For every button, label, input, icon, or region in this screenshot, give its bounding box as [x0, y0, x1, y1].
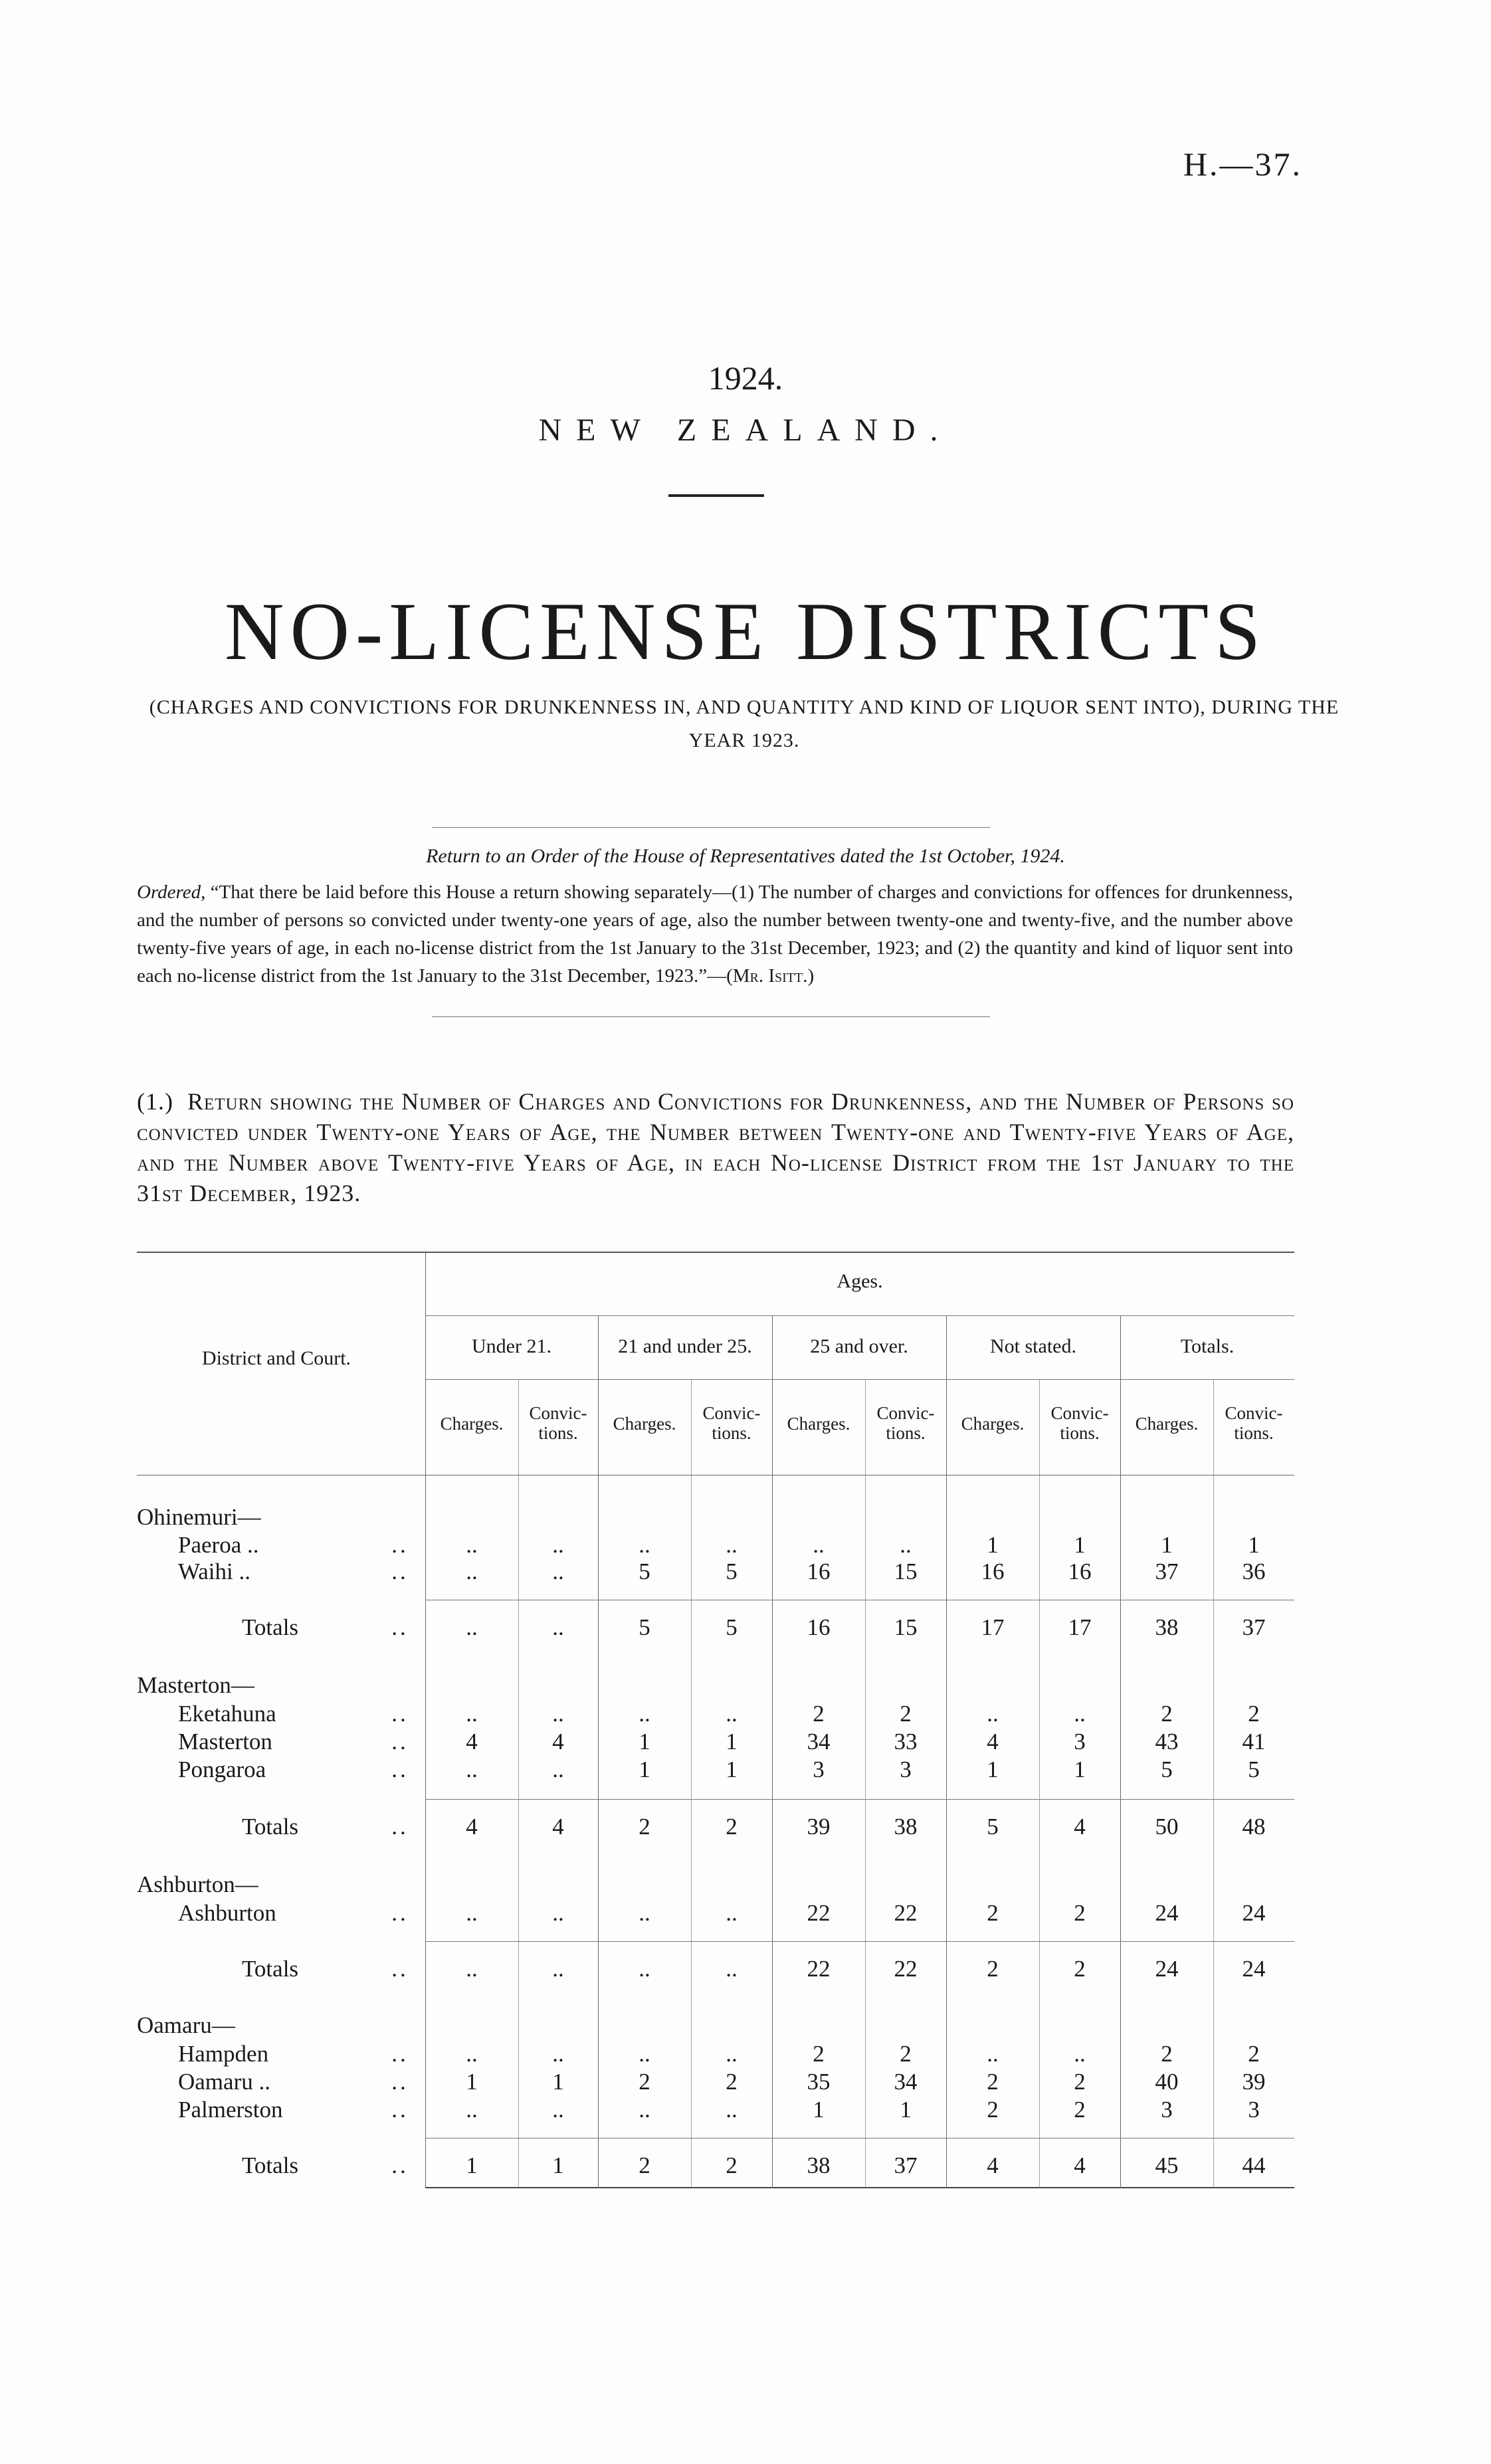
court-row — [0, 2069, 1491, 2095]
page-title: NO-LICENSE DISTRICTS — [224, 586, 1267, 677]
table-cell: 1 — [1074, 1756, 1086, 1782]
ordered-paragraph — [137, 878, 1293, 990]
table-cell: 1 — [987, 1756, 999, 1782]
table-cell: 1 — [466, 2069, 478, 2095]
table-cell: 2 — [813, 2041, 825, 2067]
table-cell: .. — [639, 2041, 650, 2067]
table-cell: .. — [552, 1900, 564, 1926]
return-line: Return to an Order of the House of Representatives dated the 1st October, 1924. — [426, 845, 1065, 867]
totals-label: Totals — [242, 1814, 299, 1840]
table-cell: 15 — [894, 1559, 918, 1584]
court-name: Masterton — [178, 1729, 272, 1754]
leader-dots: .. — [391, 1956, 409, 1982]
court-name: Waihi .. — [178, 1559, 250, 1584]
court-name: Oamaru .. — [178, 2069, 270, 2095]
court-name: Paeroa .. — [178, 1532, 259, 1558]
court-name: Eketahuna — [178, 1701, 276, 1727]
table-cell: 2 — [639, 2152, 650, 2178]
table-cell: 5 — [987, 1814, 999, 1840]
group-header: 25 and over. — [810, 1335, 908, 1357]
table-cell: 2 — [1161, 2041, 1173, 2067]
leader-dots: .. — [391, 1729, 409, 1754]
totals-row — [0, 1956, 1491, 1982]
totals-row — [0, 1614, 1491, 1641]
group-header: Not stated. — [990, 1335, 1076, 1357]
court-row — [0, 1729, 1491, 1755]
table-cell: 22 — [894, 1956, 918, 1982]
table-cell: .. — [900, 1532, 912, 1558]
table-cell: .. — [466, 1701, 478, 1727]
charges-subheader: Charges. — [1135, 1414, 1199, 1434]
totals-label: Totals — [242, 2152, 299, 2178]
group-header: Under 21. — [472, 1335, 551, 1357]
charges-subheader: Charges. — [440, 1414, 504, 1434]
table-cell: .. — [466, 1614, 478, 1640]
table-cell: .. — [552, 1701, 564, 1727]
table-cell: 2 — [726, 2069, 738, 2095]
table-cell: .. — [726, 1532, 738, 1558]
table-cell: .. — [466, 1756, 478, 1782]
table-top-rule — [137, 1252, 1294, 1253]
convictions-subheader — [865, 1403, 946, 1443]
totals-label: Totals — [242, 1614, 299, 1640]
table-cell: 39 — [807, 1814, 831, 1840]
table-cell: 45 — [1155, 2152, 1179, 2178]
court-name: Palmerston — [178, 2097, 283, 2123]
convictions-subheader-line2: tions. — [1060, 1423, 1100, 1443]
table-cell: .. — [639, 2097, 650, 2123]
table-cell: 1 — [1074, 1532, 1086, 1558]
table-cell: .. — [639, 1532, 650, 1558]
table-cell: .. — [552, 1532, 564, 1558]
table-cell: 4 — [1074, 1814, 1086, 1840]
table-cell: .. — [466, 1900, 478, 1926]
table-cell: 2 — [900, 2041, 912, 2067]
table-cell: 4 — [552, 1729, 564, 1754]
table-cell: .. — [552, 1756, 564, 1782]
divider-top — [432, 827, 990, 828]
table-cell: 37 — [1155, 1559, 1179, 1584]
table-cell: 3 — [1248, 2097, 1260, 2123]
leader-dots: .. — [391, 1532, 409, 1558]
convictions-subheader-line1: Convic- — [1050, 1403, 1109, 1423]
table-cell: .. — [552, 1559, 564, 1584]
table-cell: 38 — [1155, 1614, 1179, 1640]
court-row — [0, 2097, 1491, 2123]
convictions-subheader-line2: tions. — [538, 1423, 578, 1443]
stub-header: District and Court. — [201, 1347, 351, 1369]
table-cell: .. — [726, 1701, 738, 1727]
table-cell: 3 — [900, 1756, 912, 1782]
court-row — [0, 1900, 1491, 1927]
table-cell: 1 — [813, 2097, 825, 2123]
table-cell: 1 — [1161, 1532, 1173, 1558]
table-cell: .. — [552, 2041, 564, 2067]
leader-dots: .. — [391, 2041, 409, 2067]
table-cell: 24 — [1155, 1900, 1179, 1926]
table-cell: 34 — [894, 2069, 918, 2095]
table-cell: 5 — [1248, 1756, 1260, 1782]
convictions-subheader-line2: tions. — [886, 1423, 926, 1443]
table-cell: 35 — [807, 2069, 831, 2095]
charges-subheader: Charges. — [961, 1414, 1025, 1434]
table-cell: 17 — [1068, 1614, 1092, 1640]
country-heading: NEW ZEALAND. — [538, 413, 953, 448]
table-cell: 5 — [726, 1559, 738, 1584]
totals-rule — [425, 1799, 1294, 1800]
group-header: Totals. — [1180, 1335, 1235, 1357]
table-cell: 37 — [1242, 1614, 1266, 1640]
table-cell: .. — [552, 2097, 564, 2123]
table-cell: .. — [1074, 2041, 1086, 2067]
table-cell: 16 — [807, 1559, 831, 1584]
convictions-subheader-line2: tions. — [1234, 1423, 1274, 1443]
table-cell: .. — [639, 1956, 650, 1982]
table-cell: .. — [639, 1900, 650, 1926]
table-cell: 2 — [1074, 2069, 1086, 2095]
table-cell: 48 — [1242, 1814, 1266, 1840]
table-bottom-rule — [425, 2187, 1294, 2188]
table-cell: 2 — [726, 1814, 738, 1840]
table-cell: .. — [466, 2097, 478, 2123]
totals-rule — [425, 1941, 1294, 1942]
table-cell: 2 — [987, 1956, 999, 1982]
table-cell: 17 — [981, 1614, 1005, 1640]
table-cell: 1 — [639, 1756, 650, 1782]
totals-row — [0, 2152, 1491, 2179]
table-cell: 38 — [894, 1814, 918, 1840]
table-cell: 5 — [726, 1614, 738, 1640]
table-cell: .. — [552, 1614, 564, 1640]
court-row — [0, 1701, 1491, 1727]
table-cell: 22 — [807, 1900, 831, 1926]
table-cell: 1 — [552, 2069, 564, 2095]
convictions-subheader-line1: Convic- — [529, 1403, 587, 1423]
court-row — [0, 1532, 1491, 1559]
convictions-subheader — [518, 1403, 598, 1443]
table-cell: 1 — [639, 1729, 650, 1754]
table-cell: 2 — [1074, 2097, 1086, 2123]
table-cell: 5 — [1161, 1756, 1173, 1782]
charges-subheader: Charges. — [613, 1414, 676, 1434]
convictions-subheader-line1: Convic- — [876, 1403, 935, 1423]
table-cell: 2 — [987, 2097, 999, 2123]
leader-dots: .. — [391, 1701, 409, 1727]
totals-label: Totals — [242, 1956, 299, 1982]
table-cell: 4 — [987, 2152, 999, 2178]
table-cell: .. — [987, 2041, 999, 2067]
convictions-subheader-line1: Convic- — [702, 1403, 761, 1423]
table-cell: 1 — [900, 2097, 912, 2123]
table-cell: 3 — [1074, 1729, 1086, 1754]
totals-row — [0, 1814, 1491, 1840]
table-cell: 1 — [1248, 1532, 1260, 1558]
table-cell: 2 — [813, 1701, 825, 1727]
convictions-subheader-line2: tions. — [712, 1423, 751, 1443]
table-cell: .. — [726, 1900, 738, 1926]
table-cell: 1 — [726, 1756, 738, 1782]
table-cell: 15 — [894, 1614, 918, 1640]
ordered-text: “That there be laid before this House a return showing separately—(1) The number of charges and convictions for offences for drunkenness, and the number of persons so convicted under twenty-one years of age, also the number between twenty-one and twenty-five, and the number above twenty-five years of age, in each no-license district from the 1st January to the 31st December, 1923; and (2) the quantity and kind of liquor sent into each no-license district from the 1st January to the 31st December, 1923.”—( — [137, 882, 1293, 987]
district-row — [0, 1672, 1491, 1699]
table-cell: .. — [639, 1701, 650, 1727]
court-name: Hampden — [178, 2041, 269, 2067]
table-cell: 44 — [1242, 2152, 1266, 2178]
table-cell: 1 — [987, 1532, 999, 1558]
section-heading-text: Return showing the Number of Charges and Convictions for Drunkenness, and the Number of Persons so convicted under Twenty-one Years of Age, the Number between Twenty-one and Twenty-five Years of Age, and the Number above Twenty-five Years of Age, in each No-license District from the 1st January to the 31st December, 1923. — [137, 1088, 1294, 1206]
table-cell: 5 — [639, 1614, 650, 1640]
table-cell: 37 — [894, 2152, 918, 2178]
page-reference: H.—37. — [1183, 145, 1302, 183]
convictions-subheader — [691, 1403, 772, 1443]
table-cell: .. — [813, 1532, 825, 1558]
table-cell: 4 — [552, 1814, 564, 1840]
table-cell: 33 — [894, 1729, 918, 1754]
table-cell: 4 — [1074, 2152, 1086, 2178]
convictions-subheader-line1: Convic- — [1225, 1403, 1283, 1423]
leader-dots: .. — [391, 2152, 409, 2178]
table-cell: .. — [466, 1956, 478, 1982]
table-cell: 36 — [1242, 1559, 1266, 1584]
table-cell: .. — [726, 2097, 738, 2123]
table-cell: 41 — [1242, 1729, 1266, 1754]
table-cell: 22 — [894, 1900, 918, 1926]
table-cell: .. — [466, 1559, 478, 1584]
table-cell: 3 — [1161, 2097, 1173, 2123]
table-cell: 2 — [1074, 1900, 1086, 1926]
table-cell: 4 — [466, 1729, 478, 1754]
district-name: Ohinemuri— — [137, 1504, 261, 1530]
table-cell: 24 — [1242, 1900, 1266, 1926]
table-cell: 16 — [807, 1614, 831, 1640]
table-cell: .. — [466, 1532, 478, 1558]
charges-subheader: Charges. — [787, 1414, 850, 1434]
court-name: Ashburton — [178, 1900, 276, 1926]
court-row — [0, 2041, 1491, 2067]
leader-dots: .. — [391, 1756, 409, 1782]
table-cell: 2 — [987, 1900, 999, 1926]
ordered-close: ) — [807, 965, 815, 987]
table-cell: 24 — [1155, 1956, 1179, 1982]
table-cell: 1 — [726, 1729, 738, 1754]
page-subtitle: (CHARGES AND CONVICTIONS FOR DRUNKENNESS IN, AND QUANTITY AND KIND OF LIQUOR SENT INTO), DURING THE YEAR 1923. — [149, 696, 1340, 751]
leader-dots: .. — [391, 1559, 409, 1584]
table-cell: 4 — [987, 1729, 999, 1754]
district-row — [0, 1871, 1491, 1898]
table-cell: 39 — [1242, 2069, 1266, 2095]
table-cell: 2 — [639, 2069, 650, 2095]
table-cell: 3 — [813, 1756, 825, 1782]
table-cell: 4 — [466, 1814, 478, 1840]
divider-bottom — [432, 1016, 990, 1017]
table-cell: 22 — [807, 1956, 831, 1982]
table-cell: .. — [726, 2041, 738, 2067]
table-cell: .. — [1074, 1701, 1086, 1727]
table-cell: 2 — [1074, 1956, 1086, 1982]
table-cell: 1 — [552, 2152, 564, 2178]
district-name: Ashburton— — [137, 1871, 258, 1897]
document-year: 1924. — [708, 359, 783, 397]
group-header: 21 and under 25. — [618, 1335, 752, 1357]
table-cell: 2 — [900, 1701, 912, 1727]
table-cell: 38 — [807, 2152, 831, 2178]
district-name: Oamaru— — [137, 2012, 235, 2038]
leader-dots: .. — [391, 1614, 409, 1640]
table-cell: 24 — [1242, 1956, 1266, 1982]
convictions-subheader — [1039, 1403, 1120, 1443]
leader-dots: .. — [391, 2069, 409, 2095]
court-row — [0, 1559, 1491, 1585]
table-cell: 50 — [1155, 1814, 1179, 1840]
ordered-label: Ordered, — [137, 882, 206, 903]
table-cell: 2 — [987, 2069, 999, 2095]
table-cell: 2 — [726, 2152, 738, 2178]
table-cell: 2 — [639, 1814, 650, 1840]
ordered-mover: Mr. Isitt. — [732, 965, 808, 987]
section-heading — [137, 1086, 1294, 1208]
table-cell: 1 — [466, 2152, 478, 2178]
table-cell: 34 — [807, 1729, 831, 1754]
section-number: (1.) — [137, 1088, 173, 1115]
table-cell: 2 — [1248, 2041, 1260, 2067]
group-rule — [425, 1379, 1294, 1380]
leader-dots: .. — [391, 1900, 409, 1926]
table-cell: 16 — [981, 1559, 1005, 1584]
table-cell: 2 — [1161, 1701, 1173, 1727]
title-divider — [668, 494, 764, 497]
district-name: Masterton— — [137, 1672, 254, 1698]
table-cell: .. — [552, 1956, 564, 1982]
court-name: Pongaroa — [178, 1756, 266, 1782]
table-cell: 43 — [1155, 1729, 1179, 1754]
ages-header: Ages. — [837, 1270, 883, 1292]
district-row — [0, 1504, 1491, 1531]
leader-dots: .. — [391, 1814, 409, 1840]
leader-dots: .. — [391, 2097, 409, 2123]
convictions-subheader — [1213, 1403, 1294, 1443]
court-row — [0, 1756, 1491, 1783]
ages-rule — [425, 1315, 1294, 1316]
district-row — [0, 2012, 1491, 2039]
table-cell: .. — [726, 1956, 738, 1982]
table-cell: .. — [466, 2041, 478, 2067]
table-cell: .. — [987, 1701, 999, 1727]
table-cell: 2 — [1248, 1701, 1260, 1727]
table-cell: 40 — [1155, 2069, 1179, 2095]
table-cell: 5 — [639, 1559, 650, 1584]
table-cell: 16 — [1068, 1559, 1092, 1584]
